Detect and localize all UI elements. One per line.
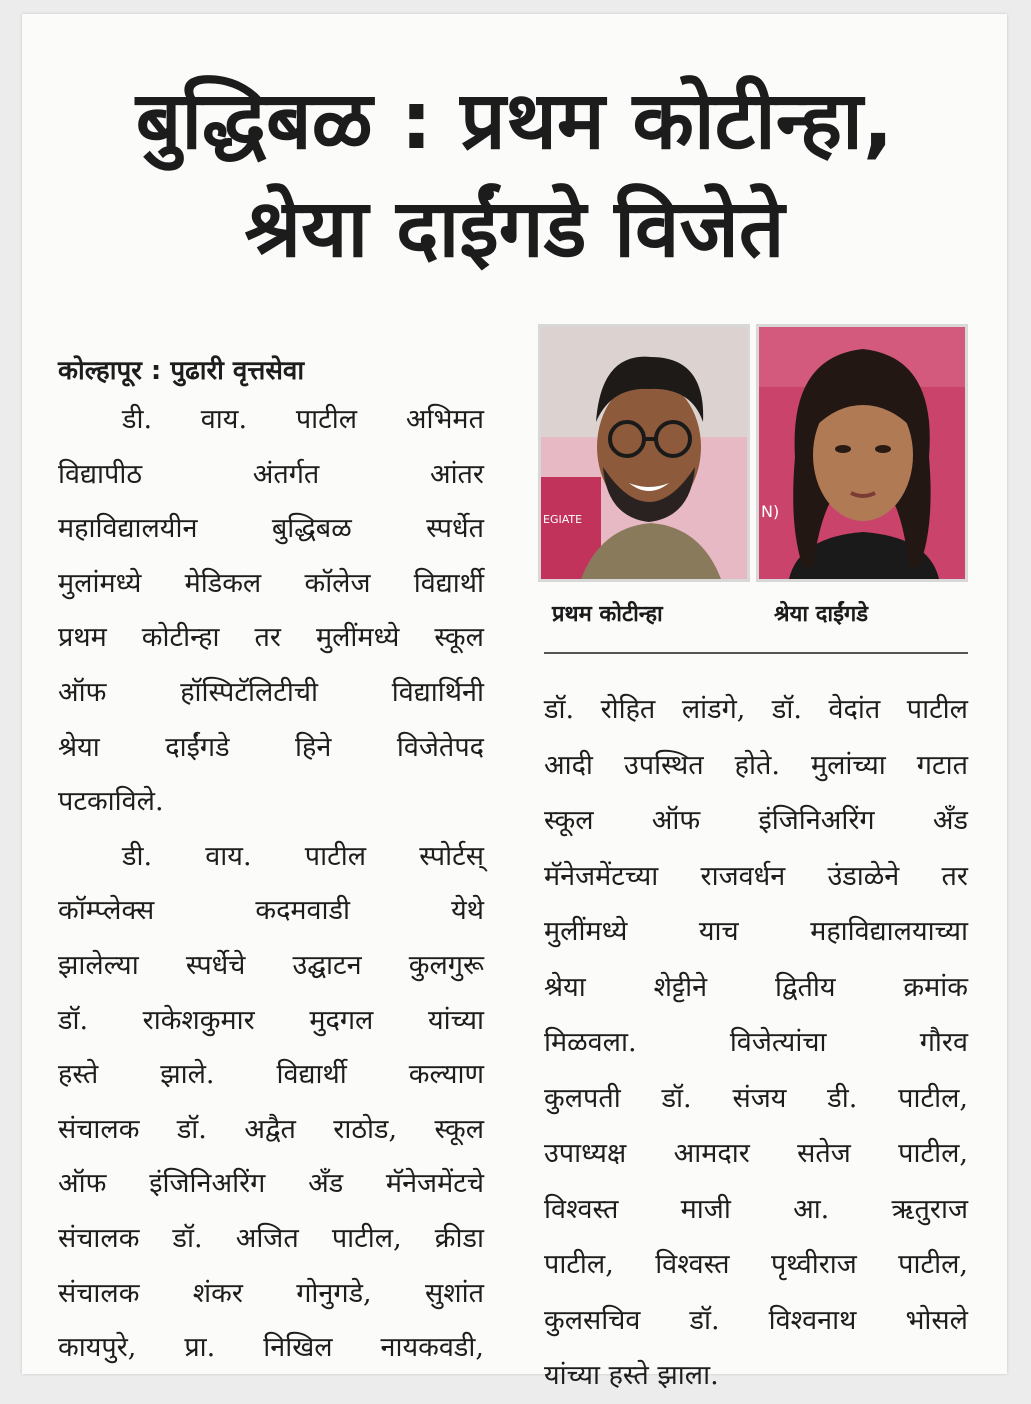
article-line: उपाध्यक्ष आमदार सतेज पाटील, (544, 1138, 968, 1169)
article-line: कुलपती डॉ. संजय डी. पाटील, (544, 1082, 968, 1114)
banner-text-1: EGIATE (543, 513, 583, 526)
article-line: झालेल्या स्पर्धेचे उद्घाटन कुलगुरू (58, 949, 484, 981)
article-line: संचालक डॉ. अद्वैत राठोड, स्कूल (58, 1113, 484, 1145)
article-line: विद्यापीठ अंतर्गत आंतर (58, 458, 484, 490)
article-line: कुलसचिव डॉ. विश्वनाथ भोसले (544, 1304, 968, 1336)
article-line: श्रेया दाईंगडे हिने विजेतेपद (58, 731, 484, 763)
article-line: ऑफ इंजिनिअरिंग अँड मॅनेजमेंटचे (58, 1168, 484, 1200)
article-line: आदी उपस्थित होते. मुलांच्या गटात (544, 749, 968, 781)
article-line: कॉम्प्लेक्स कदमवाडी येथे (58, 895, 484, 927)
photo-shreya-daingade (756, 324, 968, 582)
article-line: डी. वाय. पाटील अभिमत (122, 404, 484, 435)
photo-caption-1: प्रथम कोटीन्हा (552, 602, 663, 627)
article-line: संचालक डॉ. अजित पाटील, क्रीडा (58, 1222, 484, 1254)
article-line: पटकाविले. (58, 786, 164, 818)
article-column-left (58, 349, 484, 1376)
right-column-body (544, 682, 968, 1404)
article-line: डी. वाय. पाटील स्पोर्टस् (122, 840, 484, 872)
article-line: पाटील, विश्वस्त पृथ्वीराज पाटील, (544, 1249, 968, 1280)
article-line: मिळवला. विजेत्यांचा गौरव (544, 1027, 968, 1058)
article-line: महाविद्यालयीन बुद्धिबळ स्पर्धेत (58, 513, 484, 545)
article-line: डॉ. रोहित लांडगे, डॉ. वेदांत पाटील (544, 694, 968, 725)
dateline: कोल्हापूर : पुढारी वृत्तसेवा (58, 356, 305, 386)
photo-pratham-kotinha (538, 324, 750, 582)
article-line: संचालक शंकर गोनुगडे, सुशांत (58, 1277, 484, 1309)
article-line: मॅनेजमेंटच्या राजवर्धन उंडाळेने तर (544, 860, 968, 892)
banner-text-2: N) (761, 502, 780, 521)
left-column-body (58, 393, 484, 1376)
article-column-right (544, 682, 968, 1404)
article-line: मुलांमध्ये मेडिकल कॉलेज विद्यार्थी (58, 567, 484, 599)
article-line: ऑफ हॉस्पिटॅलिटीची विद्यार्थिनी (58, 676, 484, 708)
article-line: प्रथम कोटीन्हा तर मुलींमध्ये स्कूल (58, 622, 484, 654)
photo-caption-2: श्रेया दाईंगडे (774, 602, 869, 627)
article-line: स्कूल ऑफ इंजिनिअरिंग अँड (544, 805, 968, 836)
article-line: यांच्या हस्ते झाला. (544, 1360, 719, 1391)
article-line: मुलींमध्ये याच महाविद्यालयाच्या (544, 916, 968, 947)
newspaper-clipping (22, 14, 1007, 1391)
headline-line-2: श्रेया दाईंगडे विजेते (244, 182, 785, 275)
article-line: श्रेया शेट्टीने द्वितीय क्रमांक (544, 971, 968, 1003)
article-line: हस्ते झाले. विद्यार्थी कल्याण (58, 1059, 484, 1091)
article-line: कायपुरे, प्रा. निखिल नायकवडी, (58, 1332, 484, 1364)
article-line: विश्वस्त माजी आ. ऋतुराज (544, 1193, 968, 1225)
caption-divider (544, 652, 968, 654)
article-line: डॉ. राकेशकुमार मुदगल यांच्या (58, 1004, 484, 1036)
headline-line-1: बुद्धिबळ : प्रथम कोटीन्हा, (135, 74, 894, 167)
